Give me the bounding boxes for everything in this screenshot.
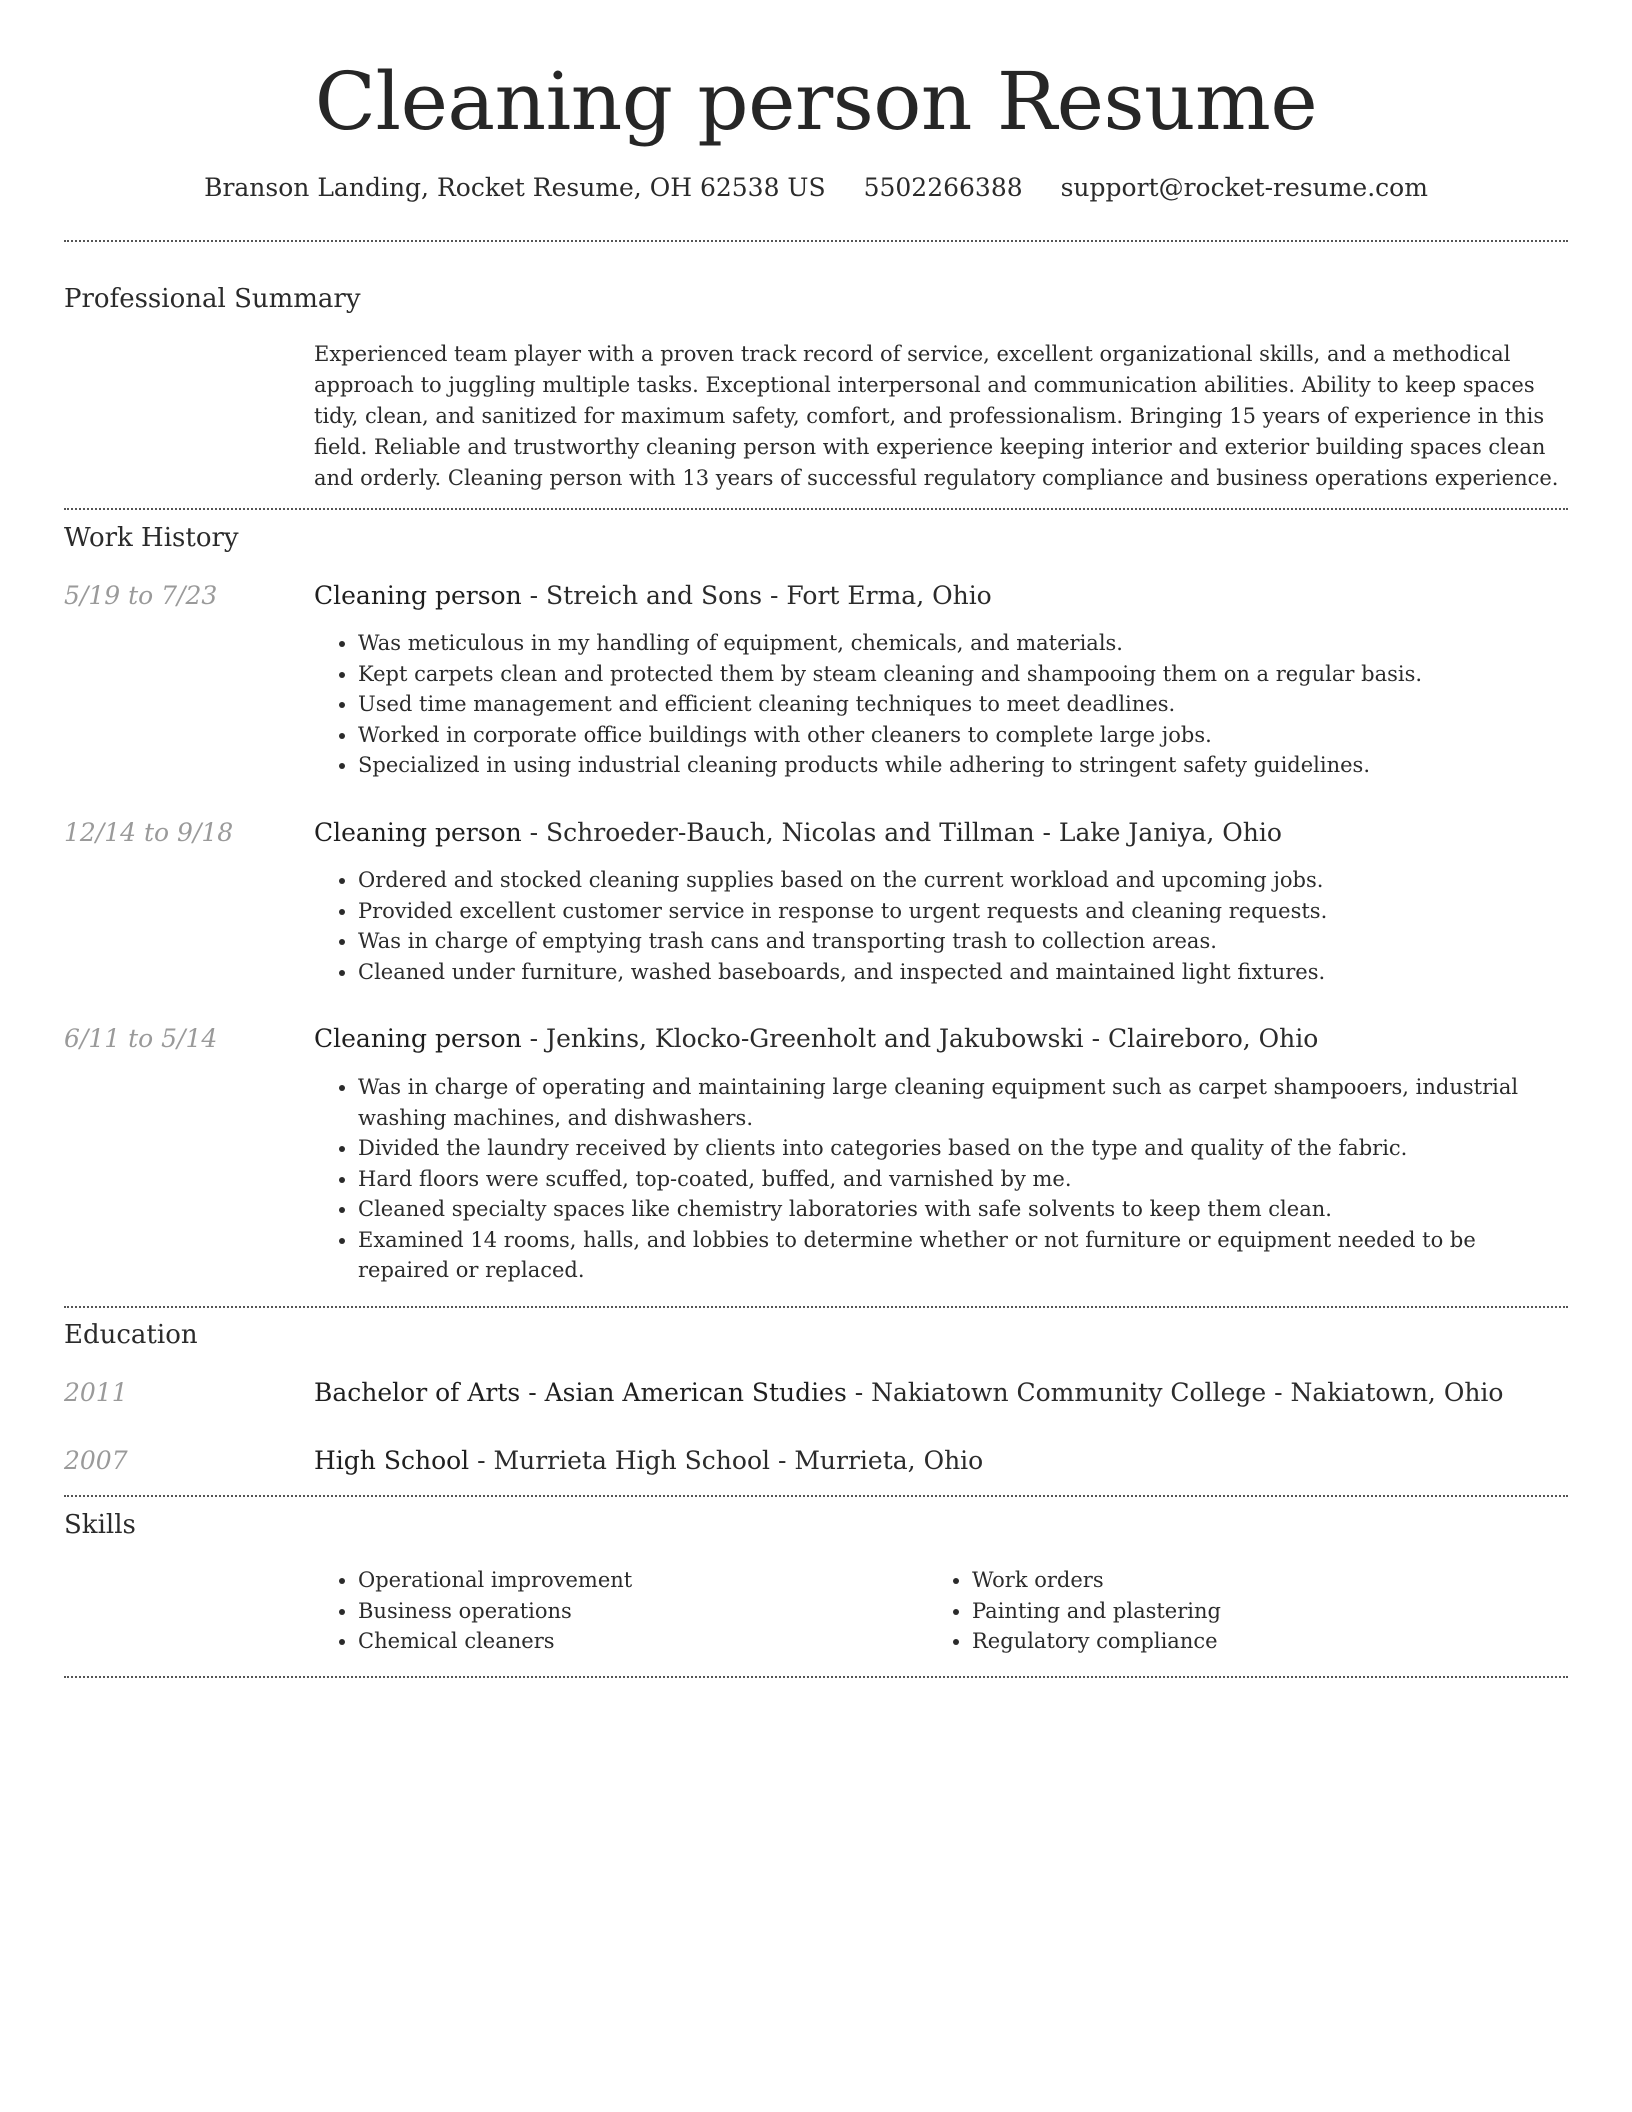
job-employer: - Schroeder-Bauch, Nicolas and Tillman - Lake Janiya, Ohio (521, 818, 1282, 847)
list-item: • Cleaned under furniture, washed baseboards, and inspected and maintained light fixtures. (358, 957, 1568, 988)
job-employer: - Streich and Sons - Fort Erma, Ohio (521, 581, 992, 610)
job-role: Cleaning person (314, 1024, 522, 1053)
job-title (314, 1021, 1568, 1057)
education-school: - Murrieta High School - Murrieta, Ohio (469, 1446, 984, 1475)
education-school: - Nakiatown Community College - Nakiatown, Ohio (846, 1378, 1504, 1407)
contact-phone: 5502266388 (863, 173, 1023, 202)
divider (64, 1306, 1568, 1308)
job-title (314, 578, 1568, 614)
education-entry (314, 1375, 1568, 1411)
job-dates: 12/14 to 9/18 (64, 818, 234, 847)
section-heading-work: Work History (64, 523, 239, 553)
divider (64, 1676, 1568, 1678)
skill-item: • Operational improvement (358, 1565, 874, 1596)
job-bullets (314, 1072, 1568, 1286)
education-year: 2007 (64, 1446, 128, 1475)
list-item: • Provided excellent customer service in response to urgent requests and cleaning requests. (358, 896, 1568, 927)
contact-address: Branson Landing, Rocket Resume, OH 62538 US (204, 173, 826, 202)
list-item: • Was in charge of emptying trash cans and transporting trash to collection areas. (358, 926, 1568, 957)
job-bullets (314, 628, 1568, 781)
contact-email: support@rocket-resume.com (1060, 173, 1428, 202)
education-degree: Bachelor of Arts - Asian American Studies (314, 1378, 847, 1407)
education-degree: High School (314, 1446, 470, 1475)
education-year: 2011 (64, 1378, 128, 1407)
section-heading-skills: Skills (64, 1510, 136, 1540)
resume-title: Cleaning person Resume (314, 55, 1318, 148)
section-heading-education: Education (64, 1320, 198, 1350)
divider (64, 240, 1568, 242)
skills-list-left (314, 1565, 874, 1657)
divider (64, 508, 1568, 510)
skills-list-right (928, 1565, 1488, 1657)
job-title (314, 815, 1568, 851)
education-entry (314, 1443, 1568, 1479)
list-item: • Used time management and efficient cleaning techniques to meet deadlines. (358, 689, 1568, 720)
job-bullets (314, 865, 1568, 987)
summary-text: Experienced team player with a proven track record of service, excellent organizational skills, and a methodical approach to juggling multiple tasks. Exceptional interpersonal and communication abilities. Ability to keep spaces tidy, clean, and sanitized for maximum safety, comfort, and professionalism. Bringing 15 years of experience in this field. Reliable and trustworthy cleaning person with experience keeping interior and exterior building spaces clean and orderly. Cleaning person with 13 years of successful regulatory compliance and business operations experience. (314, 342, 1559, 490)
skill-item: • Chemical cleaners (358, 1626, 874, 1657)
skill-item: • Painting and plastering (972, 1596, 1488, 1627)
list-item: • Kept carpets clean and protected them by steam cleaning and shampooing them on a regular basis. (358, 659, 1568, 690)
list-item: • Ordered and stocked cleaning supplies based on the current workload and upcoming jobs. (358, 865, 1568, 896)
list-item: • Hard floors were scuffed, top-coated, buffed, and varnished by me. (358, 1164, 1568, 1195)
skill-item: • Regulatory compliance (972, 1626, 1488, 1657)
list-item: • Was in charge of operating and maintaining large cleaning equipment such as carpet shampooers, industrial washing machines, and dishwashers. (358, 1072, 1568, 1133)
list-item: • Examined 14 rooms, halls, and lobbies to determine whether or not furniture or equipment needed to be repaired or replaced. (358, 1225, 1568, 1286)
job-employer: - Jenkins, Klocko-Greenholt and Jakubowski - Claireboro, Ohio (521, 1024, 1319, 1053)
skill-item: • Work orders (972, 1565, 1488, 1596)
job-dates: 6/11 to 5/14 (64, 1024, 218, 1053)
job-dates: 5/19 to 7/23 (64, 581, 218, 610)
list-item: • Divided the laundry received by clients into categories based on the type and quality of the fabric. (358, 1133, 1568, 1164)
section-heading-summary: Professional Summary (64, 284, 361, 314)
list-item: • Cleaned specialty spaces like chemistry laboratories with safe solvents to keep them clean. (358, 1194, 1568, 1225)
list-item: • Worked in corporate office buildings with other cleaners to complete large jobs. (358, 720, 1568, 751)
list-item: • Specialized in using industrial cleaning products while adhering to stringent safety guidelines. (358, 750, 1568, 781)
job-role: Cleaning person (314, 581, 522, 610)
job-role: Cleaning person (314, 818, 522, 847)
divider (64, 1495, 1568, 1497)
contact-line (64, 170, 1568, 206)
list-item: • Was meticulous in my handling of equipment, chemicals, and materials. (358, 628, 1568, 659)
skill-item: • Business operations (358, 1596, 874, 1627)
